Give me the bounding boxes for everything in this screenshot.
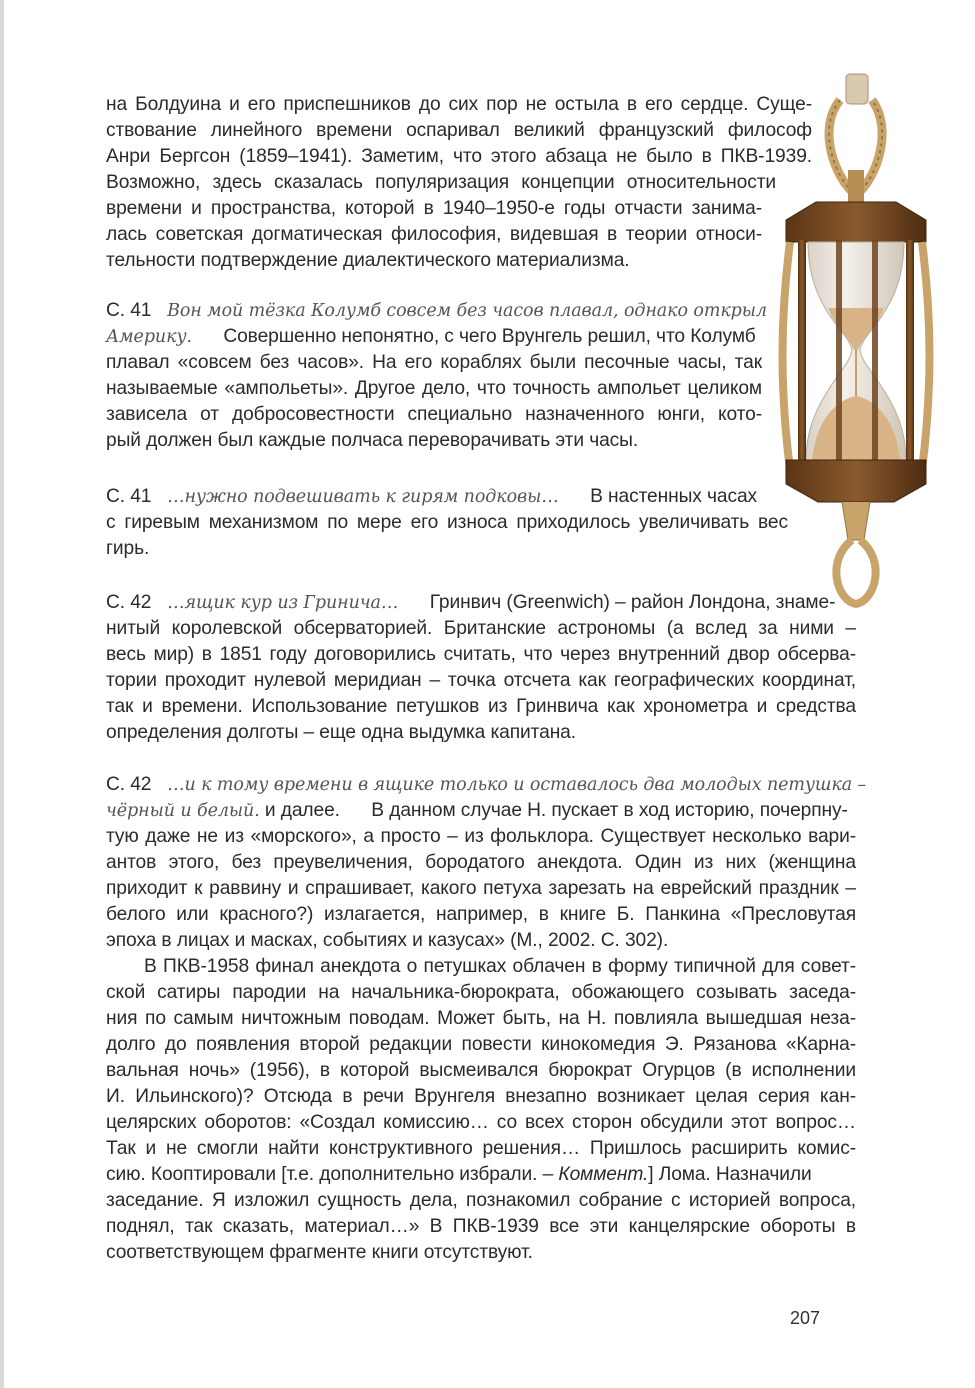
text-line: поднял, так сказать, материал…» В ПКВ-1939 все эти канцелярские обороты в <box>106 1216 856 1237</box>
text-segment: сию. Кооптировали [т.е. дополнительно избрали. – <box>106 1164 554 1185</box>
quote: Вон мой тёзка Колумб совсем без часов плавал, однако открыл <box>167 301 767 321</box>
quote: чёрный и белый. <box>106 801 260 821</box>
quote: …нужно подвешивать к гирям подковы… <box>167 487 559 507</box>
text-line: тории проходит нулевой меридиан – точка отсчета как географических координат, <box>106 670 856 691</box>
text-line: нитый королевской обсерваторией. Британские астрономы (а вслед за ними – <box>106 618 856 639</box>
page-reference: С. 42 <box>106 774 152 795</box>
text-line: В ПКВ-1958 финал анекдота о петушках облачен в форму типичной для совет- <box>144 956 856 977</box>
text-line: ния по самым ничтожным поводам. Может быть, на Н. повлияла вышедшая неза- <box>106 1008 856 1029</box>
page-number: 207 <box>790 1308 821 1328</box>
italic-term: Коммент. <box>558 1164 649 1185</box>
text-line: гирь. <box>106 538 150 559</box>
text-line: тельности подтверждение диалектического материализма. <box>106 250 630 271</box>
note-line <box>106 298 767 324</box>
text-line: целярских оборотов: «Создал комиссию… со всех сторон обсудили этот вопрос… <box>106 1112 856 1133</box>
text-line: ской сатиры пародии на начальника-бюрократа, обожающего созывать заседа- <box>106 982 856 1003</box>
text-line: соответствующем фрагменте книги отсутствуют. <box>106 1242 533 1263</box>
text-line: тую даже не из «морского», а просто – из фольклора. Существует несколько вари- <box>106 826 856 847</box>
note-line <box>106 324 756 350</box>
text-line: зависела от добросовестности специально назначенного юнги, кото- <box>106 404 762 425</box>
note-line <box>106 772 866 798</box>
text-line: на Болдуина и его приспешников до сих пор не остыла в его сердце. Суще- <box>106 94 812 115</box>
comment-text: Совершенно непонятно, с чего Врунгель решил, что Колумб <box>223 326 756 347</box>
text-segment: ] Лома. Назначили <box>648 1164 812 1185</box>
page-reference: С. 41 <box>106 486 152 507</box>
text-line: И. Ильинского)? Отсюда в речи Врунгеля внезапно возникает целая серия кан- <box>106 1086 856 1107</box>
text-line: эпоха в лицах и масках, событиях и казусах» (М., 2002. С. 302). <box>106 930 669 951</box>
text-line: определения долготы – еще одна выдумка капитана. <box>106 722 576 743</box>
text-line: весь мир) в 1851 году договорились считать, что через внутренний двор обсерва- <box>106 644 856 665</box>
text-line: белого или красного?) излагается, например, в книге Б. Панкина «Пресловутая <box>106 904 856 925</box>
quote: Америку. <box>106 327 192 347</box>
text-line: приходит к раввину и спрашивает, какого петуха зарезать на еврейский праздник – <box>106 878 856 899</box>
text-line: заседание. Я изложил сущность дела, познакомил собрание с историей вопроса, <box>106 1190 856 1211</box>
note-line <box>106 484 757 510</box>
text-line: Анри Бергсон (1859–1941). Заметим, что этого абзаца не было в ПКВ-1939. <box>106 146 812 167</box>
text-line: вальная ночь» (1956), в которой высмеивался бюрократ Огурцов (в исполнении <box>106 1060 856 1081</box>
text-line: антов этого, без преувеличения, бородатого анекдота. Один из них (женщина <box>106 852 856 873</box>
text-line <box>106 1162 812 1188</box>
text-line: Так и не смогли найти конструктивного решения… Пришлось расширить комис- <box>106 1138 856 1159</box>
comment-text: В настенных часах <box>590 486 758 507</box>
text-line: времени и пространства, которой в 1940–1950-е годы отчасти занима- <box>106 198 762 219</box>
page-reference: С. 42 <box>106 592 152 613</box>
note-line <box>106 590 835 616</box>
text-line: с гиревым механизмом по мере его износа приходилось увеличивать вес <box>106 512 788 533</box>
comment-text: и далее. <box>264 800 340 821</box>
text-line: долго до появления второй редакции повести кинокомедия Э. Рязанова «Карна- <box>106 1034 856 1055</box>
text-line: плавал «совсем без часов». На его кораблях были песочные часы, так <box>106 352 762 373</box>
text-line: Возможно, здесь сказалась популяризация концепции относительности <box>106 172 776 193</box>
text-line: рый должен был каждые полчаса переворачивать эти часы. <box>106 430 639 451</box>
text-line: лась советская догматическая философия, видевшая в теории относи- <box>106 224 762 245</box>
text-line: называемые «ампольеты». Другое дело, что точность ампольет целиком <box>106 378 762 399</box>
quote: …ящик кур из Гринича… <box>167 593 399 613</box>
page-reference: С. 41 <box>106 300 152 321</box>
comment-text: В данном случае Н. пускает в ход историю, почерпну- <box>371 800 848 821</box>
quote: …и к тому времени в ящике только и оставалось два молодых петушка – <box>167 775 867 795</box>
text-line: ствование линейного времени оспаривал великий французский философ <box>106 120 812 141</box>
comment-text: Гринвич (Greenwich) – район Лондона, знаме- <box>429 592 836 613</box>
note-line <box>106 798 848 824</box>
text-line: так и времени. Использование петушков из Гринвича как хронометра и средства <box>106 696 856 717</box>
